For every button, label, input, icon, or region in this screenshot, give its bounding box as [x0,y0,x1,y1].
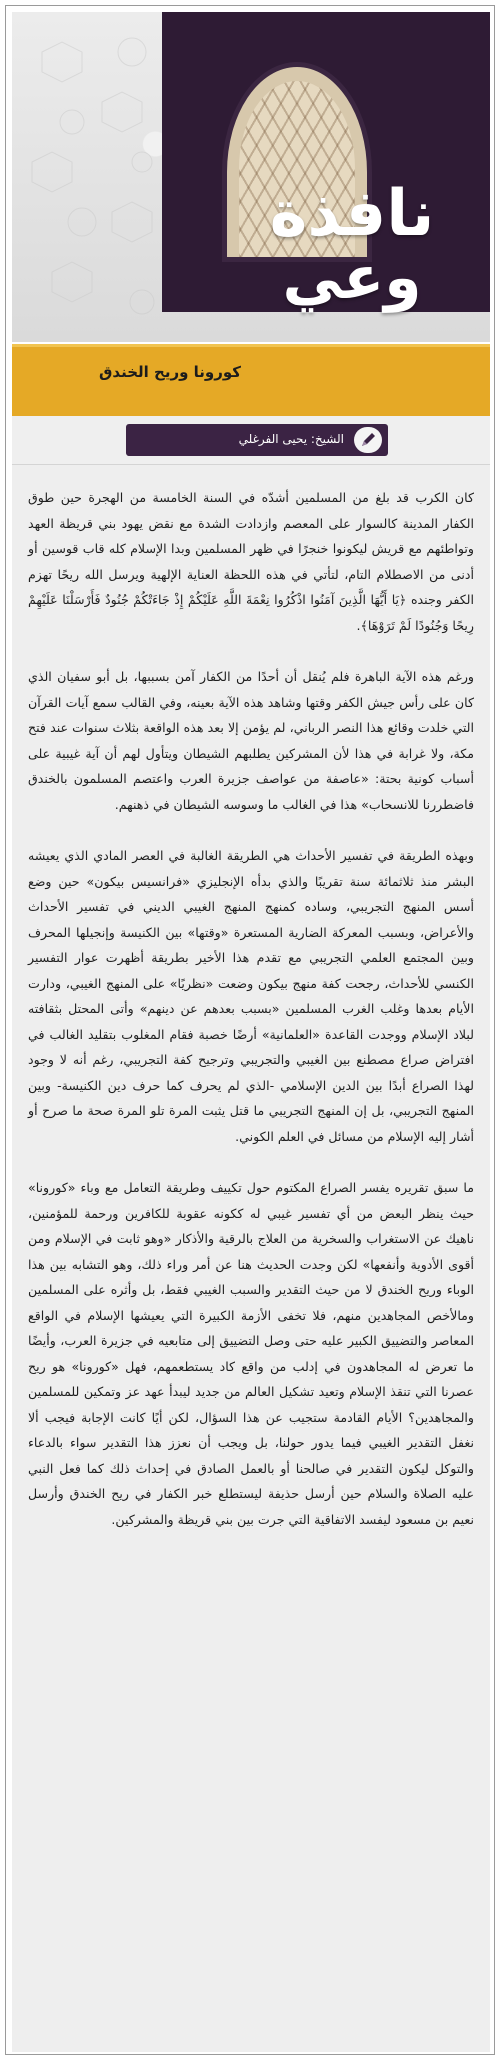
article-body [12,464,490,2052]
paragraph: ما سبق تقريره يفسر الصراع المكتوم حول تكييف وطريقة التعامل مع وباء «كورونا» حيث ينظر البعض من أي تفسير غيبي له ككونه عقوبة للكافرين ورحمة للمؤمنين، ناهيك عن الاستغراب والسخرية من العلاج بالرقية والأذكار «وهو ثابت في الإسلام ومن أقوى الأدوية وأنفعها» لكن وجدت الحديث هنا عن أمر وراء ذلك، وهو التشابه بين هذا الوباء وريح الخندق لا من حيث التقدير والسبب الغيبي فقط، بل وأثره على المسلمين ومالأخص المجاهدين منهم، فلا تخفى الأزمة الكبيرة التي يعيشها الإسلام في الواقع المعاصر والتضييق الكبير عليه حتى وصل التضييق إلى متابعيه في جزيرة العرب، وأيضًا ما تعرض له المجاهدون في إدلب من واقع كاد يستطعمهم، فهل «كورونا» هو ريح عصرنا التي تنقذ الإسلام وتعيد تشكيل العالم من جديد ليبدأ عهد عز وتمكين للمسلمين والمجاهدين؟ الأيام القادمة ستجيب عن هذا السؤال، لكن أيًا كانت الإجابة فيجب ألا نغفل التقدير الغيبي فيما يدور حولنا، بل ويجب أن نعزز هذا التقدير سواء بالدعاء والتوكل ليكون التقدير في صالحنا أو بالعمل الصادق في إحداث ذلك كما فعل النبي عليه الصلاة والسلام حين أرسل حذيفة ليستطلع خبر الكفار في ريح الخندق وأرسل نعيم بن مسعود ليفسد الاتفاقية التي جرت بين بني قريظة والمشركين. [28,1180,474,1527]
paragraph: كان الكرب قد بلغ من المسلمين أشدّه في السنة الخامسة من الهجرة حين طوق الكفار المدينة كالسوار على المعصم وازدادت الشدة مع نقض يهود بني قريظة العهد وتواطئهم مع قريش ليكونوا خنجرًا في ظهر المسلمين وبدا الإسلام كله قاب قوسين أو أدنى من الاصطلام التام، لتأتي في هذه اللحظة العناية الإلهية ويرسل الله ريحًا تهزم الكفر وجنده ﴿يَا أَيُّهَا الَّذِينَ آمَنُوا اذْكُرُوا نِعْمَةَ اللَّهِ عَلَيْكُمْ إِذْ جَاءَتْكُمْ جُنُودٌ فَأَرْسَلْنَا عَلَيْهِمْ رِيحًا وَجُنُودًا لَمْ تَرَوْهَا﴾. [28,490,474,633]
pen-icon [354,427,382,453]
author-name: الشيخ: يحيى الفرغلي [238,432,344,446]
logo-line-2: وعي [282,243,422,313]
article-title-bar [12,344,490,416]
header-banner [12,12,490,342]
paragraph: ورغم هذه الآية الباهرة فلم يُنقل أن أحدًا من الكفار آمن بسببها، بل أبو سفيان الذي كان على رأس جيش الكفر وقتها وشاهد هذه الآية بعينه، وفي القالب سمع آيات القرآن التي خلدت وقائع هذا النصر الرباني، لم يؤمن إلا بعد هذه الواقعة بثلاث سنوات عند فتح مكة، ولا غرابة في هذا لأن المشركين يطلبهم الشيطان ويتأول لهم أن آية غيبية على أسباب كونية بحتة: «عاصفة من عواصف جزيرة العرب واعتصم المسلمون بالخندق فاضطررنا للانسحاب» هذا في الغالب ما وسوسه الشيطان في ذهنهم. [28,669,474,812]
article-page [5,5,495,2055]
paragraph: وبهذه الطريقة في تفسير الأحداث هي الطريقة الغالبة في العصر المادي الذي يعيشه البشر منذ ثلاثمائة سنة تقريبًا والذي بدأه الإنجليزي «فرانسيس بيكون» حين وضع أسس المنهج التجريبي، وساده كمنهج المنهج الغيبي الديني في تفسير الأحداث والأعراض، وبسبب المعركة الضارية المستعرة «وقتها» بين الكنيسة وإنجيلها المحرف وبين المجتمع العلمي التجريبي مع تقدم هذا الأخير بطريقة أظهرت عوار التفسير الكنسي للأحداث، رجحت كفة منهج بيكون وضعت «نظريًا» على المنهج الغيبي، ودارت الأيام بعدها وغلب الغرب المسلمين «بسبب بعدهم عن دينهم» وأتى المحتل بثقافته لبلاد الإسلام ووجدت القاعدة «العلمانية» أرضًا خصبة فقام المغلوب بتقليد الغالب في افتراض صراع مصطنع بين الغيبي والتجريبي وترجيح كفة التجريبي، رغم أنه لا وجود لهذا الصراع أبدًا بين الدين الإسلامي -الذي لم يحرف كما حرف دين الكنيسة- وبين المنهج التجريبي، بل إن المنهج التجريبي ما قتل يثبت المرة تلو المرة صحة ما صرح أو أشار إليه الإسلام من مسائل في العلم الكوني. [28,848,474,1144]
author-row [12,416,490,464]
section-logo [232,177,472,313]
author-badge [126,424,388,456]
logo-line-1: نافذة [269,177,435,251]
article-title: كورونا وريح الخندق [99,363,241,381]
